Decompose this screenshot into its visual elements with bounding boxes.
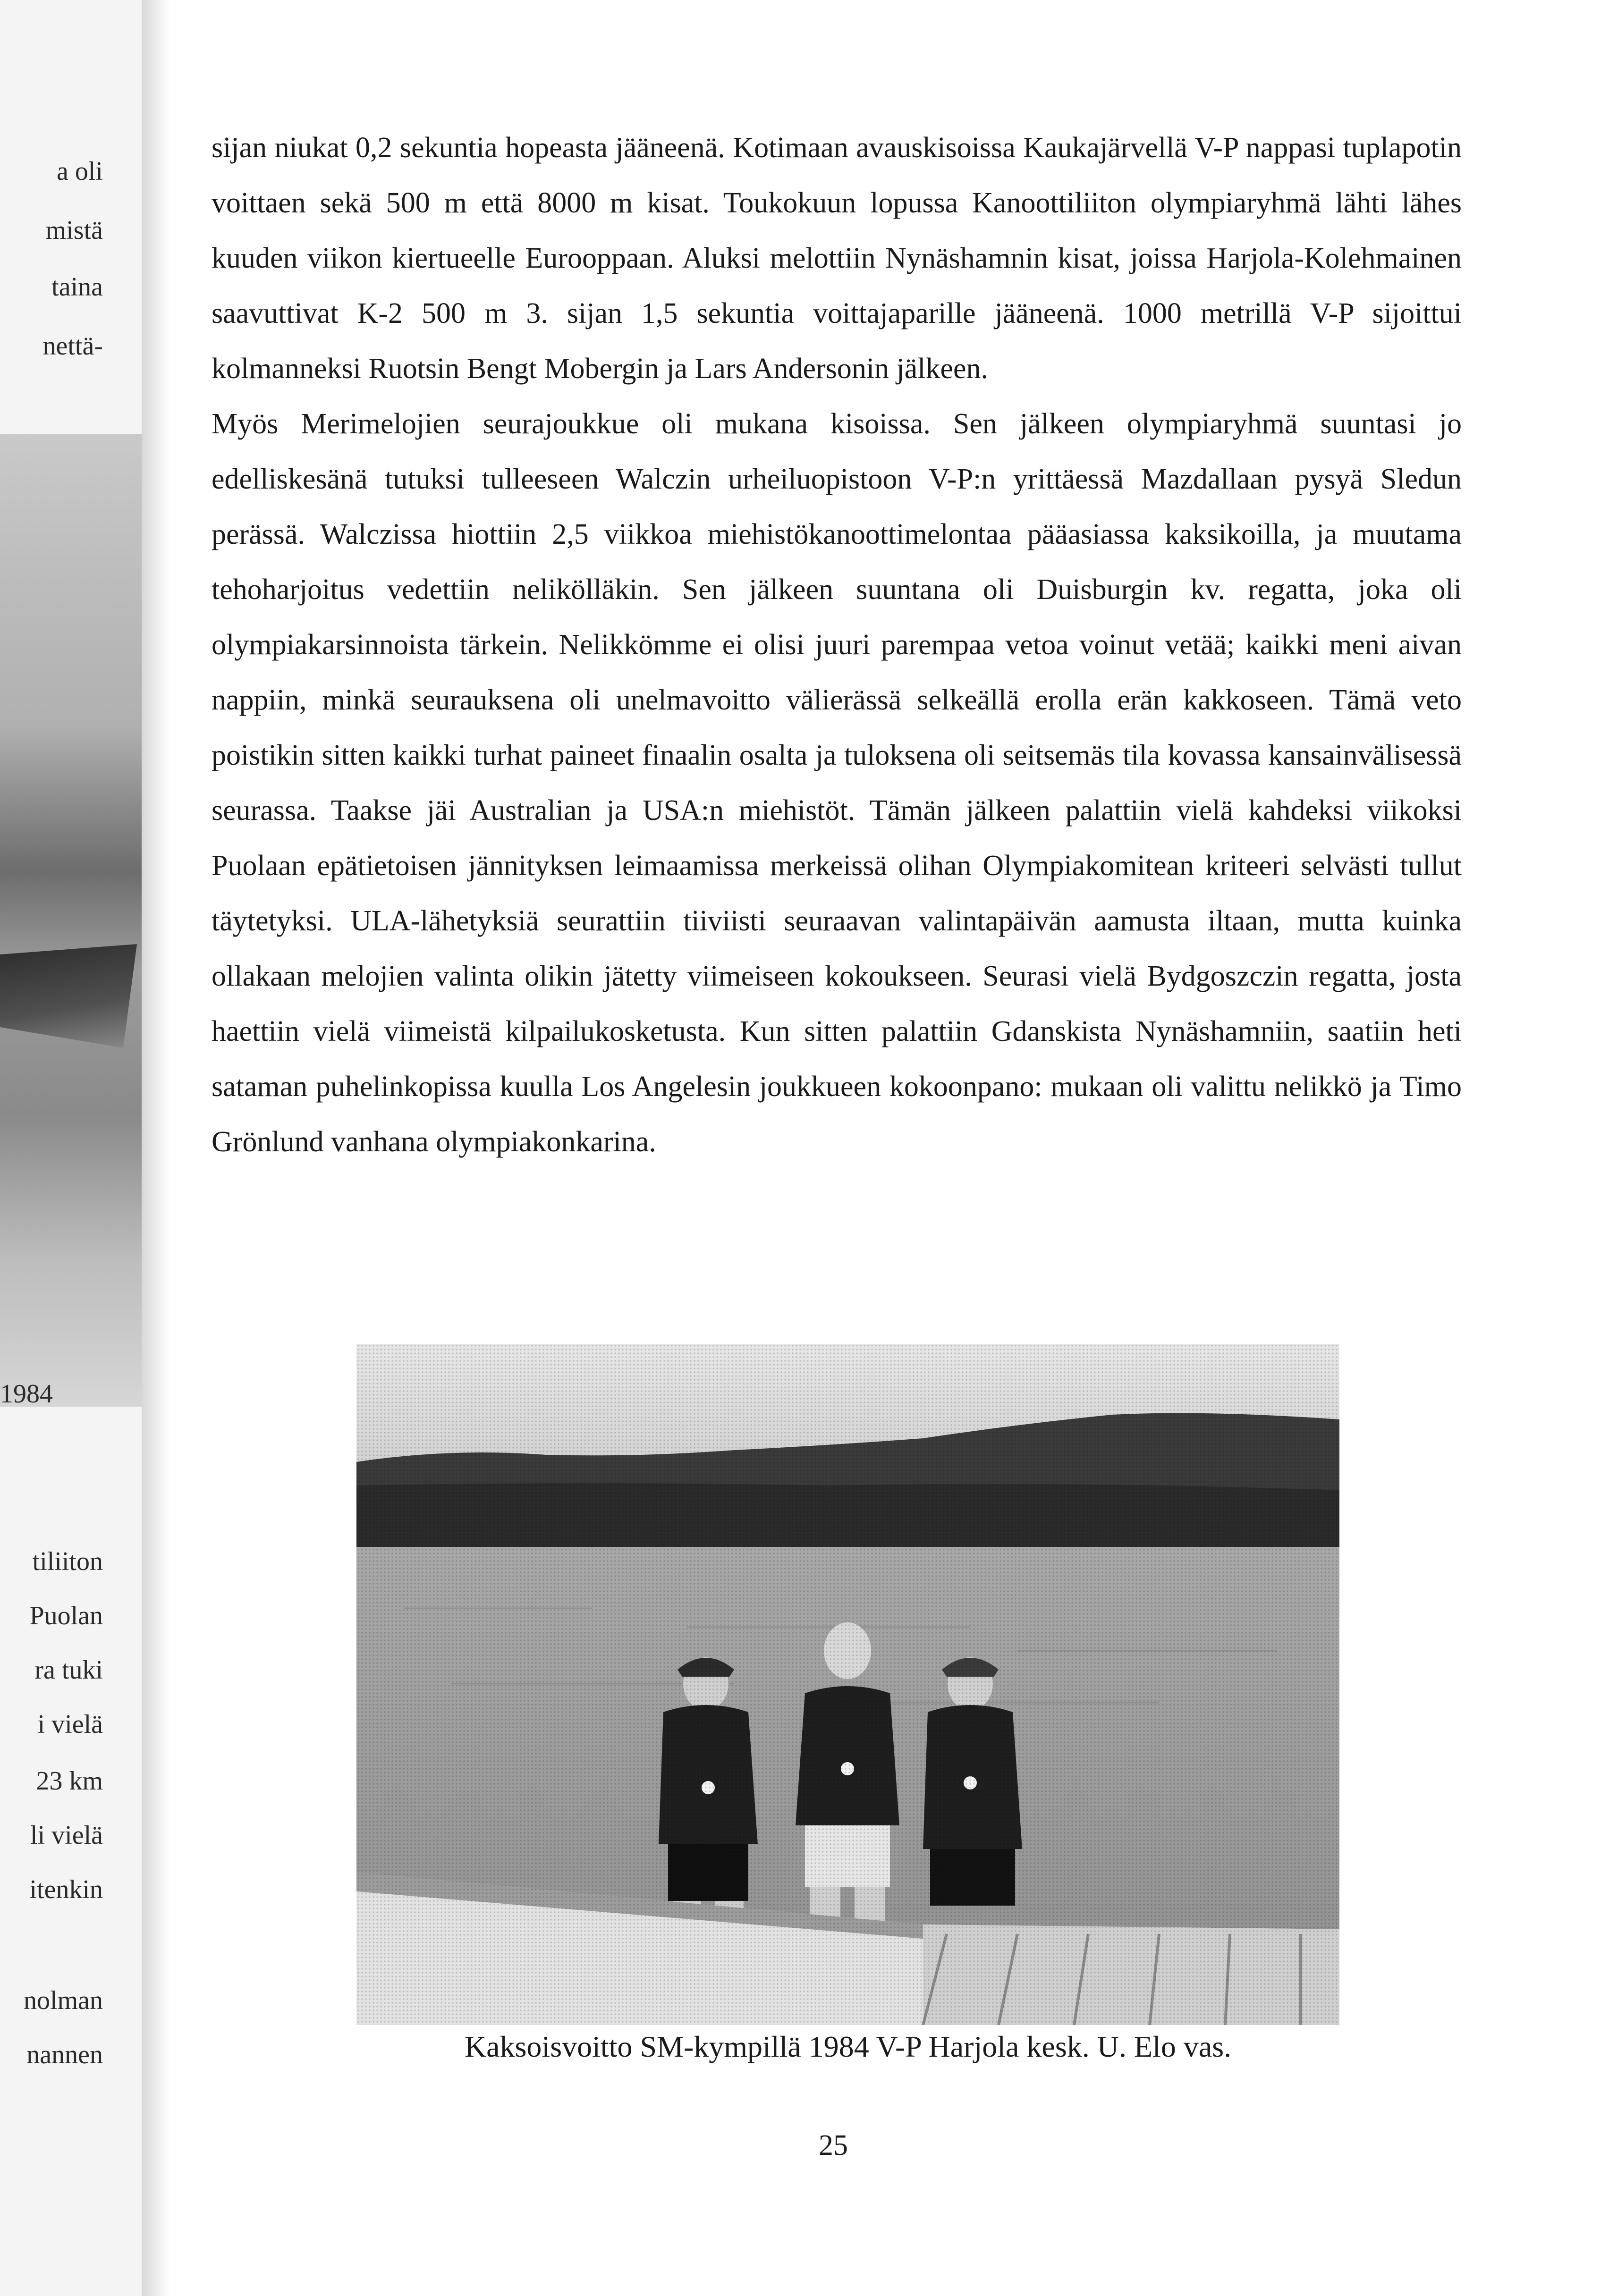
left-text-line: a oli (57, 157, 103, 186)
left-text-line: itenkin (29, 1875, 103, 1904)
left-text-line: nettä- (42, 331, 103, 361)
left-text-line: 23 km (36, 1766, 103, 1796)
left-text-line: 1984 (0, 1379, 53, 1409)
previous-page-photo (0, 434, 142, 1407)
body-text (212, 120, 1462, 1170)
previous-page-fragment (0, 0, 142, 2296)
photo-drawing (356, 1344, 1339, 2025)
left-text-line: li vielä (30, 1821, 103, 1850)
rowing-team-photo (356, 1344, 1339, 2025)
left-text-line: i vielä (37, 1710, 103, 1739)
page-gutter-shadow (142, 0, 170, 2296)
left-text-line: ra tuki (34, 1655, 103, 1685)
left-text-line: taina (51, 272, 103, 302)
left-text-line: mistä (45, 216, 103, 245)
paragraph-1: sijan niukat 0,2 sekuntia hopeasta jääneenä. Kotimaan avauskisoissa Kaukajärvellä V-P nappasi tuplapotin voittaen sekä 500 m että 8000 m kisat. Toukokuun lopussa Kanoottiliiton olympiaryhmä lähti lähes kuuden viikon kiertueelle Eurooppaan. Aluksi melottiin Nynäshamnin kisat, joissa Harjola-Kolehmainen saavuttivat K-2 500 m 3. sijan 1,5 sekuntia voittajaparille jääneenä. 1000 metrillä V-P sijoittui kolmanneksi Ruotsin Bengt Mobergin ja Lars Andersonin jälkeen. (212, 132, 1462, 385)
left-text-line: Puolan (29, 1601, 103, 1630)
photo-caption: Kaksoisvoitto SM-kympillä 1984 V-P Harjola kesk. U. Elo vas. (464, 2030, 1232, 2063)
paragraph-2: Myös Merimelojien seurajoukkue oli mukana kisoissa. Sen jälkeen olympiaryhmä suuntasi jo edelliskesänä tutuksi tulleeseen Walczin urheiluopistoon V-P:n yrittäessä Mazdallaan pysyä Sledun perässä. Walczissa hiottiin 2,5 viikkoa miehistökanoottimelontaa pääasiassa kaksikoilla, ja muutama tehoharjoitus vedettiin nelikölläkin. Sen jälkeen suuntana oli Duisburgin kv. regatta, joka oli olympiakarsinnoista tärkein. Nelikkömme ei olisi juuri parempaa vetoa voinut vetää; kaikki meni aivan nappiin, minkä seurauksena oli unelmavoitto välierässä selkeällä erolla erän kakkoseen. Tämä veto poistikin sitten kaikki turhat paineet finaalin osalta ja tuloksena oli seitsemäs tila kovassa kansainvälisessä seurassa. Taakse jäi Australian ja USA:n miehistöt. Tämän jälkeen palattiin vielä kahdeksi viikoksi Puolaan epätietoisen jännityksen leimaamissa merkeissä olihan Olympiakomitean kriteeri selvästi tullut täytetyksi. ULA-lähetyksiä seurattiin tiiviisti seuraavan valintapäivän aamusta iltaan, mutta kuinka ollakaan melojien valinta olikin jätetty viimeiseen kokoukseen. Seurasi vielä Bydgoszczin regatta, josta haettiin vielä viimeistä kilpailukosketusta. Kun sitten palattiin Gdanskista Nynäshamniin, saatiin heti sataman puhelinkopissa kuulla Los Angelesin joukkueen kokoonpano: mukaan oli valittu nelikkö ja Timo Grönlund vanhana olympiakonkarina. (212, 408, 1462, 1158)
page-number: 25 (819, 2129, 848, 2161)
left-text-line: nannen (26, 2040, 103, 2069)
left-text-line: tiliiton (32, 1547, 103, 1576)
left-text-line: nolman (24, 1986, 103, 2015)
